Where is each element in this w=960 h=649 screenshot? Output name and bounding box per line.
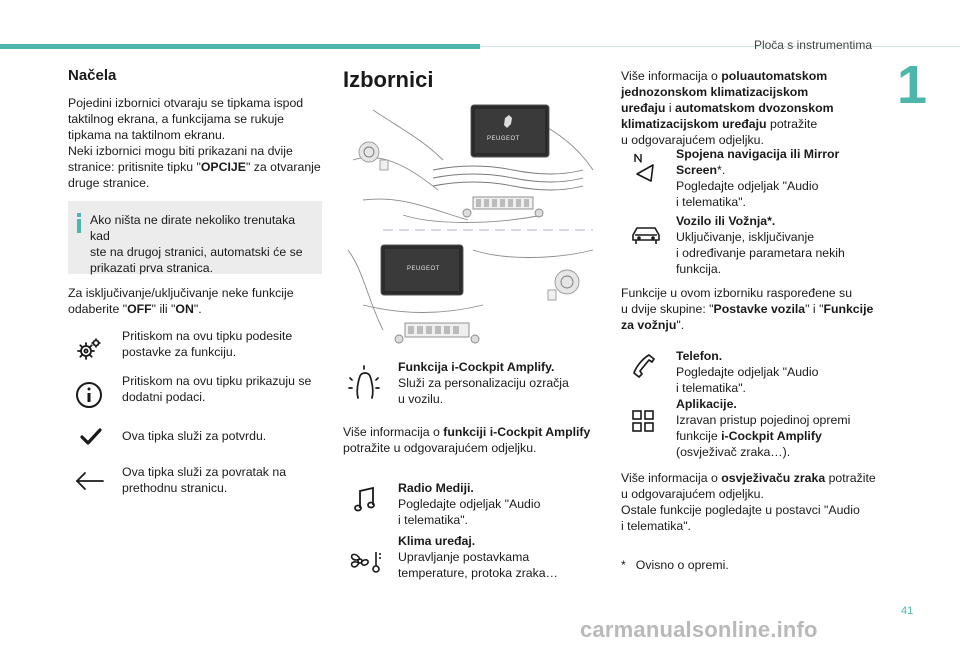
amplify-more-info: Više informacija o funkciji i-Cockpit Amplify potražite u odgovarajućem odjeljku. [343,425,591,455]
car-icon [631,224,661,246]
air-freshener-more-info: Više informacija o osvježivaču zraka potražite u odgovarajućem odjeljku. Ostale funkcije pogledajte u postavci "Audio i telematika". [621,471,876,533]
navigation-item-text: Spojena navigacija ili Mirror Screen*. Pogledajte odjeljak "Audio i telematika". [676,147,840,209]
apps-item-text: Aplikacije. Izravan pristup pojedinoj opremi funkcije i-Cockpit Amplify (osvježivač zraka…). [676,397,851,459]
radio-item-text: Radio Mediji. Pogledajte odjeljak "Audio i telematika". [398,481,541,527]
on-label: ON [175,302,194,316]
apps-grid-icon [631,409,655,433]
info-circle-icon [75,381,103,409]
climate-item-text: Klima uređaj. Upravljanje postavkama temperature, protoka zraka… [398,534,558,580]
screen-brand-label: PEUGEOT [487,136,520,142]
intro-line: Pojedini izbornici otvaraju se tipkama ispod [68,96,304,110]
music-note-icon [354,486,376,514]
header-rule [480,46,960,47]
checkmark-icon [80,428,102,446]
amplify-item-text: Funkcija i-Cockpit Amplify. Služi za personalizaciju ozračja u vozilu. [398,360,569,406]
toggle-paragraph: Za isključivanje/uključivanje neke funkcije odaberite "OFF" ili "ON". [68,286,294,316]
info-note-box [68,201,322,274]
intro-line: taktilnog ekrana, a funkcijama se rukuje [68,112,284,126]
footnote: * Ovisno o opremi. [621,558,729,572]
chapter-number: 1 [897,55,928,115]
vehicle-item-text: Vozilo ili Vožnja*. Uključivanje, isključivanje i određivanje parametara nekih funkcija. [676,214,845,276]
navigation-arrow-icon [633,153,657,183]
intro-line: druge stranice. [68,176,150,190]
intro-line: tipkama na taktilnom ekranu. [68,128,226,142]
i-cockpit-amplify-icon [346,364,382,402]
cockpit-illustration [343,100,599,350]
climate-more-info: Više informacija o poluautomatskom jednozonskom klimatizacijskom uređaju i automatskom dvozonskom klimatizacijskom uređaju potražite u odgovarajućem odjeljku. [621,69,834,147]
settings-item-text: Pritiskom na ovu tipku podesite postavke za funkciju. [122,329,293,359]
phone-item-text: Telefon. Pogledajte odjeljak "Audio i telematika". [676,349,819,395]
screen-brand-label: PEUGEOT [407,266,440,272]
footnote-mark: * [621,558,626,572]
intro-line: Neki izbornici mogu biti prikazani na dvije [68,144,293,158]
menu-groups-paragraph: Funkcije u ovom izborniku raspoređene su u dvije skupine: "Postavke vozila" i "Funkcije za vožnju". [621,286,874,332]
intro-paragraph [68,95,328,191]
phone-handset-icon [632,353,656,379]
header-accent-bar [0,44,480,49]
intro-line: stranice: pritisnite tipku "OPCIJE" za otvaranje [68,160,321,174]
watermark: carmanualsonline.info [580,617,818,642]
section-heading-izbornici: Izbornici [343,67,434,92]
settings-gears-icon [75,336,103,364]
climate-fan-icon [348,548,384,574]
back-item-text: Ova tipka služi za povratak na prethodnu stranicu. [122,465,287,495]
back-arrow-icon [75,470,105,492]
page-number: 41 [901,605,914,617]
section-heading-nacela: Načela [68,67,117,84]
chapter-title: Ploča s instrumentima [753,38,872,52]
info-icon [77,213,81,233]
options-key: OPCIJE [200,160,246,174]
info-item-text: Pritiskom na ovu tipku prikazuju se dodatni podaci. [122,374,312,404]
info-note-text: Ako ništa ne dirate nekoliko trenutaka kad ste na drugoj stranici, automatski će se prikazati prva stranica. [90,213,303,275]
off-label: OFF [127,302,152,316]
confirm-item-text: Ova tipka služi za potvrdu. [122,429,267,443]
